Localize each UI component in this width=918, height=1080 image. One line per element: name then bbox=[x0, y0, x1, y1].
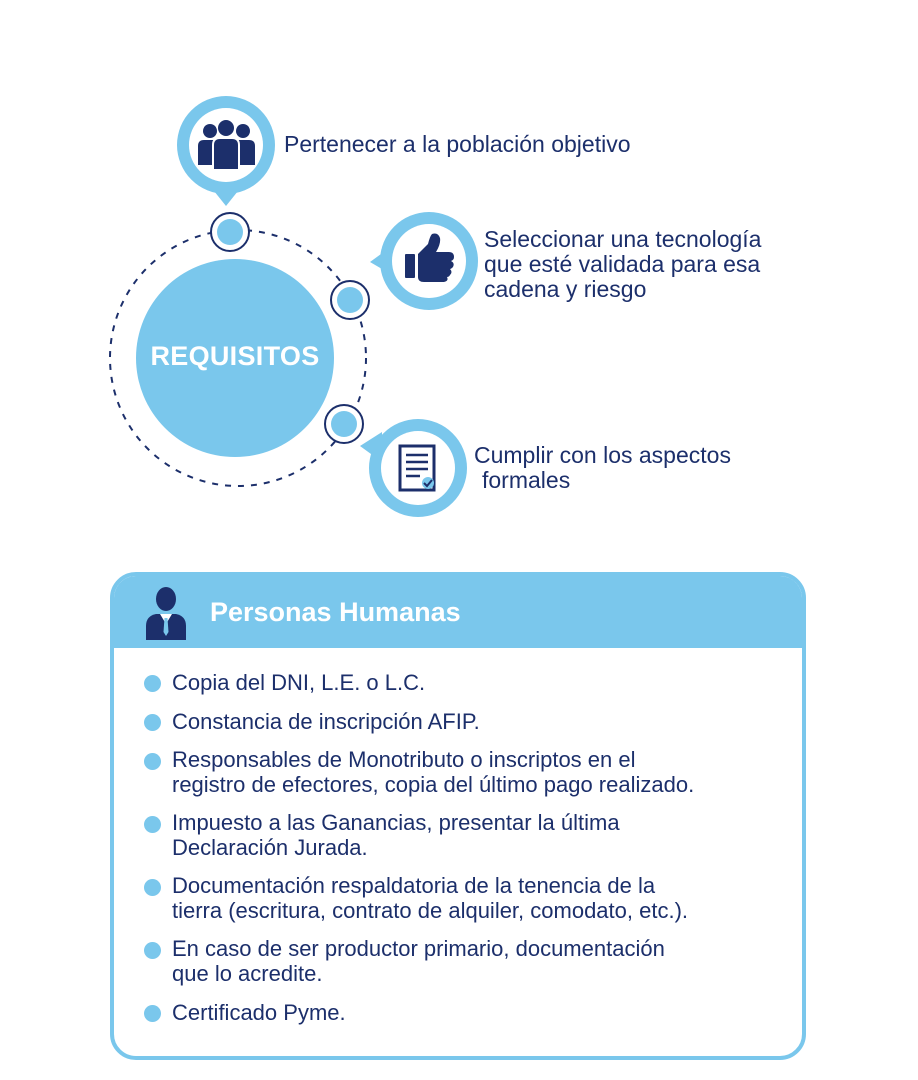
connector-dot-3 bbox=[325, 405, 363, 443]
bullet-dot bbox=[144, 1005, 161, 1022]
bullet-dot bbox=[144, 816, 161, 833]
requirement-1-label: Pertenecer a la población objetivo bbox=[284, 131, 631, 157]
list-item-line1: Impuesto a las Ganancias, presentar la última bbox=[172, 810, 620, 835]
requirement-3-label bbox=[474, 443, 731, 493]
bullet-dot bbox=[144, 942, 161, 959]
requirement-2-line2: que esté validada para esa bbox=[484, 251, 761, 277]
people-group-icon-badge bbox=[177, 96, 275, 206]
list-item bbox=[172, 670, 802, 695]
list-item bbox=[172, 810, 802, 860]
list-item-line1: Certificado Pyme. bbox=[172, 1000, 346, 1025]
list-item-line2: Declaración Jurada. bbox=[172, 835, 368, 860]
bullet-dot bbox=[144, 879, 161, 896]
panel-header bbox=[114, 576, 802, 648]
list-item-line1: Responsables de Monotributo o inscriptos en el bbox=[172, 747, 636, 772]
panel-title: Personas Humanas bbox=[210, 597, 461, 627]
requirement-2-line3: cadena y riesgo bbox=[484, 276, 647, 302]
list-item-line1: En caso de ser productor primario, documentación bbox=[172, 936, 665, 961]
list-item-line1: Copia del DNI, L.E. o L.C. bbox=[172, 670, 426, 695]
list-item bbox=[172, 936, 802, 986]
people-group-icon bbox=[198, 120, 255, 170]
document-check-icon bbox=[400, 446, 434, 490]
personas-humanas-panel bbox=[110, 572, 806, 1060]
requirement-2-line1: Seleccionar una tecnología bbox=[484, 226, 762, 252]
connector-dot-1 bbox=[211, 213, 249, 251]
list-item-line2: registro de efectores, copia del último pago realizado. bbox=[172, 772, 695, 797]
list-item-line1: Documentación respaldatoria de la tenencia de la bbox=[172, 873, 656, 898]
bullet-dot bbox=[144, 753, 161, 770]
document-check-icon-badge bbox=[360, 419, 467, 517]
list-item-line1: Constancia de inscripción AFIP. bbox=[172, 709, 480, 734]
requirement-2-label bbox=[484, 227, 761, 302]
list-item-line2: que lo acredite. bbox=[172, 961, 323, 986]
connector-dot-2 bbox=[331, 281, 369, 319]
person-icon bbox=[144, 584, 188, 640]
list-item-line2: tierra (escritura, contrato de alquiler, comodato, etc.). bbox=[172, 898, 689, 923]
requirement-3-line2: formales bbox=[482, 467, 571, 493]
thumbs-up-icon-badge bbox=[370, 212, 478, 310]
bullet-dot bbox=[144, 675, 161, 692]
list-item bbox=[172, 873, 802, 923]
list-item bbox=[172, 709, 802, 734]
list-item bbox=[172, 1000, 802, 1025]
list-item bbox=[172, 747, 802, 797]
bullet-dot bbox=[144, 714, 161, 731]
center-label: REQUISITOS bbox=[150, 341, 320, 371]
requirement-3-line1: Cumplir con los aspectos bbox=[474, 442, 731, 468]
